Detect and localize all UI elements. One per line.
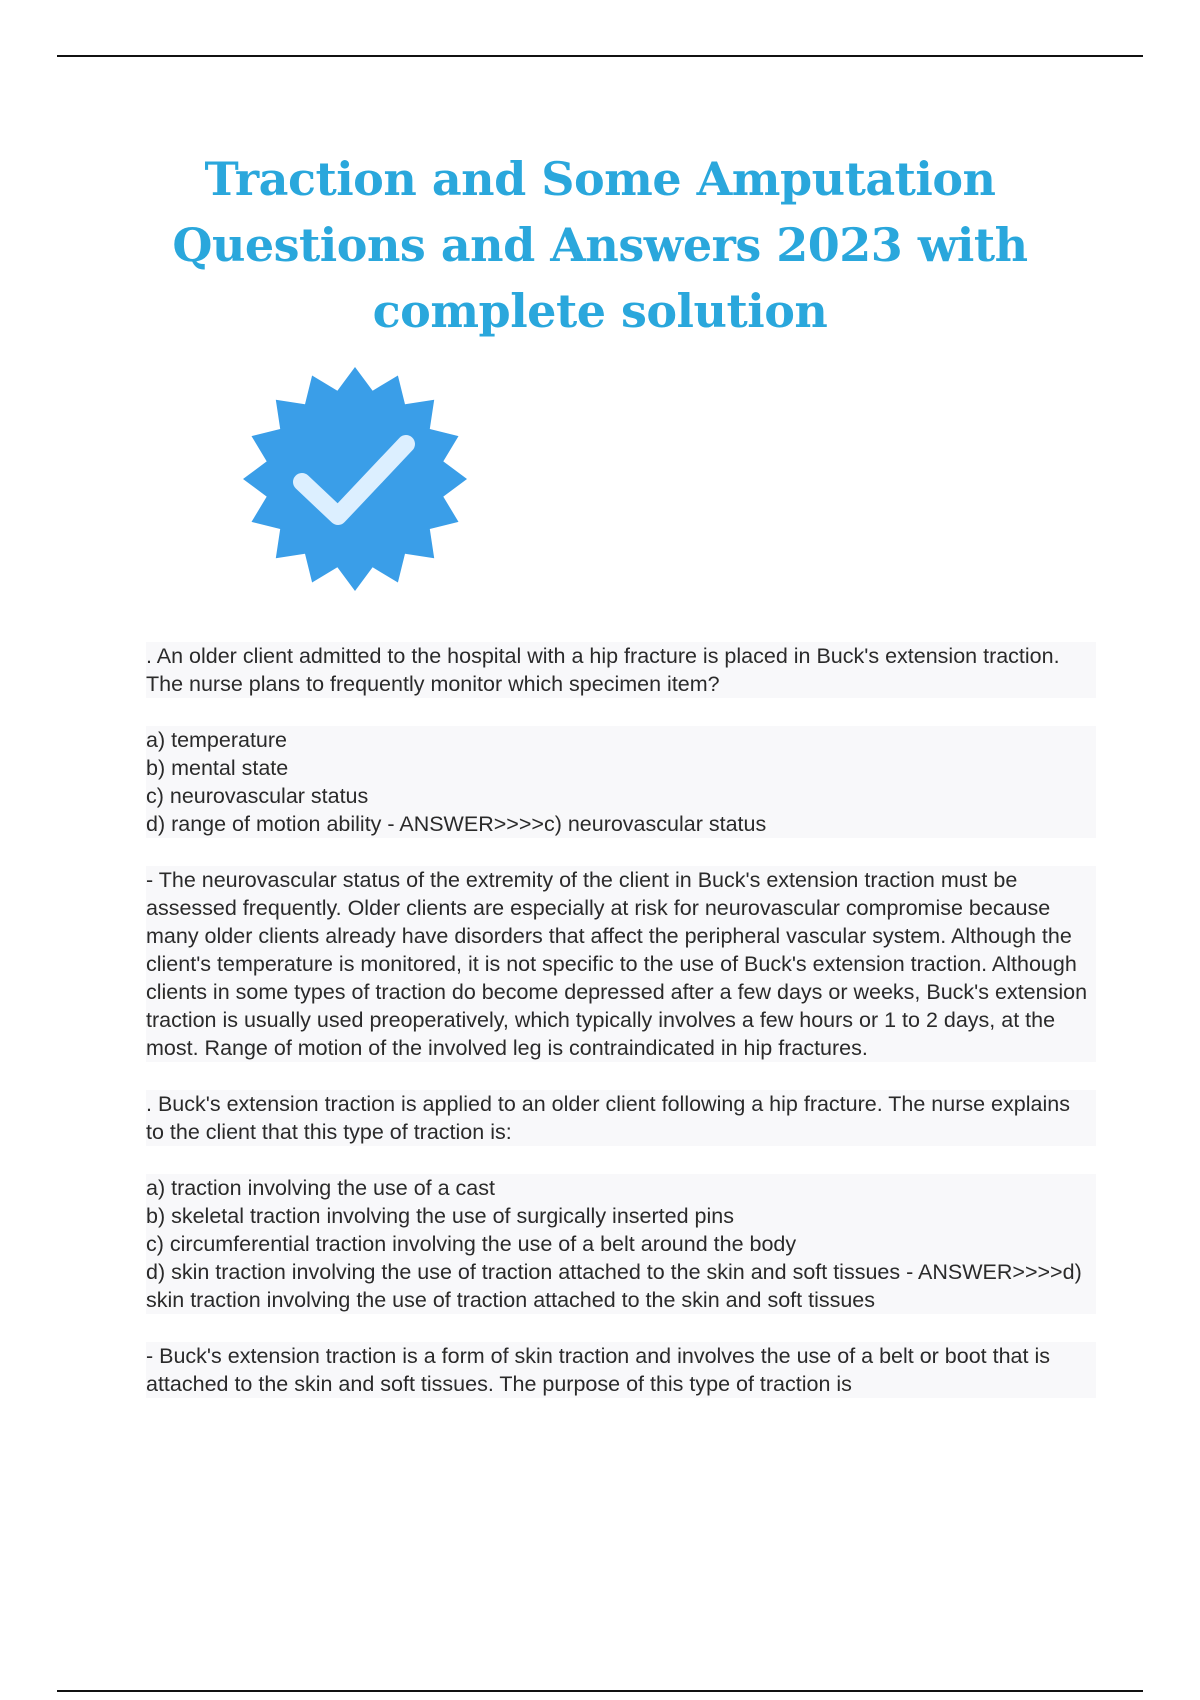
question-2-option-b: b) skeletal traction involving the use of surgically inserted pins (146, 1202, 1096, 1230)
badge-star-shape (243, 367, 467, 591)
question-1-rationale: - The neurovascular status of the extremity of the client in Buck's extension traction must be assessed frequently. Older clients are especially at risk for neurovascular compromise because many older clients already have disorders that affect the peripheral vascular system. Although the client's temperature is monitored, it is not specific to the use of Buck's extension traction. Although clients in some types of traction do become depressed after a few days or weeks, Buck's extension traction is usually used preoperatively, which typically involves a few hours or 1 to 2 days, at the most. Range of motion of the involved leg is contraindicated in hip fractures. (146, 866, 1096, 1062)
bottom-rule (57, 1690, 1143, 1692)
question-2-option-a: a) traction involving the use of a cast (146, 1174, 1096, 1202)
question-1-options (146, 726, 1096, 838)
document-title: Traction and Some Amputation Questions and Answers 2023 with complete solution (172, 152, 1028, 338)
question-2-rationale: - Buck's extension traction is a form of skin traction and involves the use of a belt or boot that is attached to the skin and soft tissues. The purpose of this type of traction is (146, 1342, 1096, 1398)
document-body (146, 642, 1096, 1426)
question-2-option-c: c) circumferential traction involving the use of a belt around the body (146, 1230, 1096, 1258)
question-1-option-a: a) temperature (146, 726, 1096, 754)
question-1-option-b: b) mental state (146, 754, 1096, 782)
question-1-stem: . An older client admitted to the hospital with a hip fracture is placed in Buck's extension traction. The nurse plans to frequently monitor which specimen item? (146, 642, 1096, 698)
question-1-option-c: c) neurovascular status (146, 782, 1096, 810)
verified-check-badge-icon (240, 364, 470, 594)
question-2-option-d: d) skin traction involving the use of traction attached to the skin and soft tissues - ANSWER>>>>d) skin traction involving the use of traction attached to the skin and soft tissues (146, 1258, 1096, 1314)
top-rule (57, 55, 1143, 57)
question-1-option-d: d) range of motion ability - ANSWER>>>>c) neurovascular status (146, 810, 1096, 838)
question-2-stem: . Buck's extension traction is applied to an older client following a hip fracture. The nurse explains to the client that this type of traction is: (146, 1090, 1096, 1146)
question-2-options (146, 1174, 1096, 1314)
